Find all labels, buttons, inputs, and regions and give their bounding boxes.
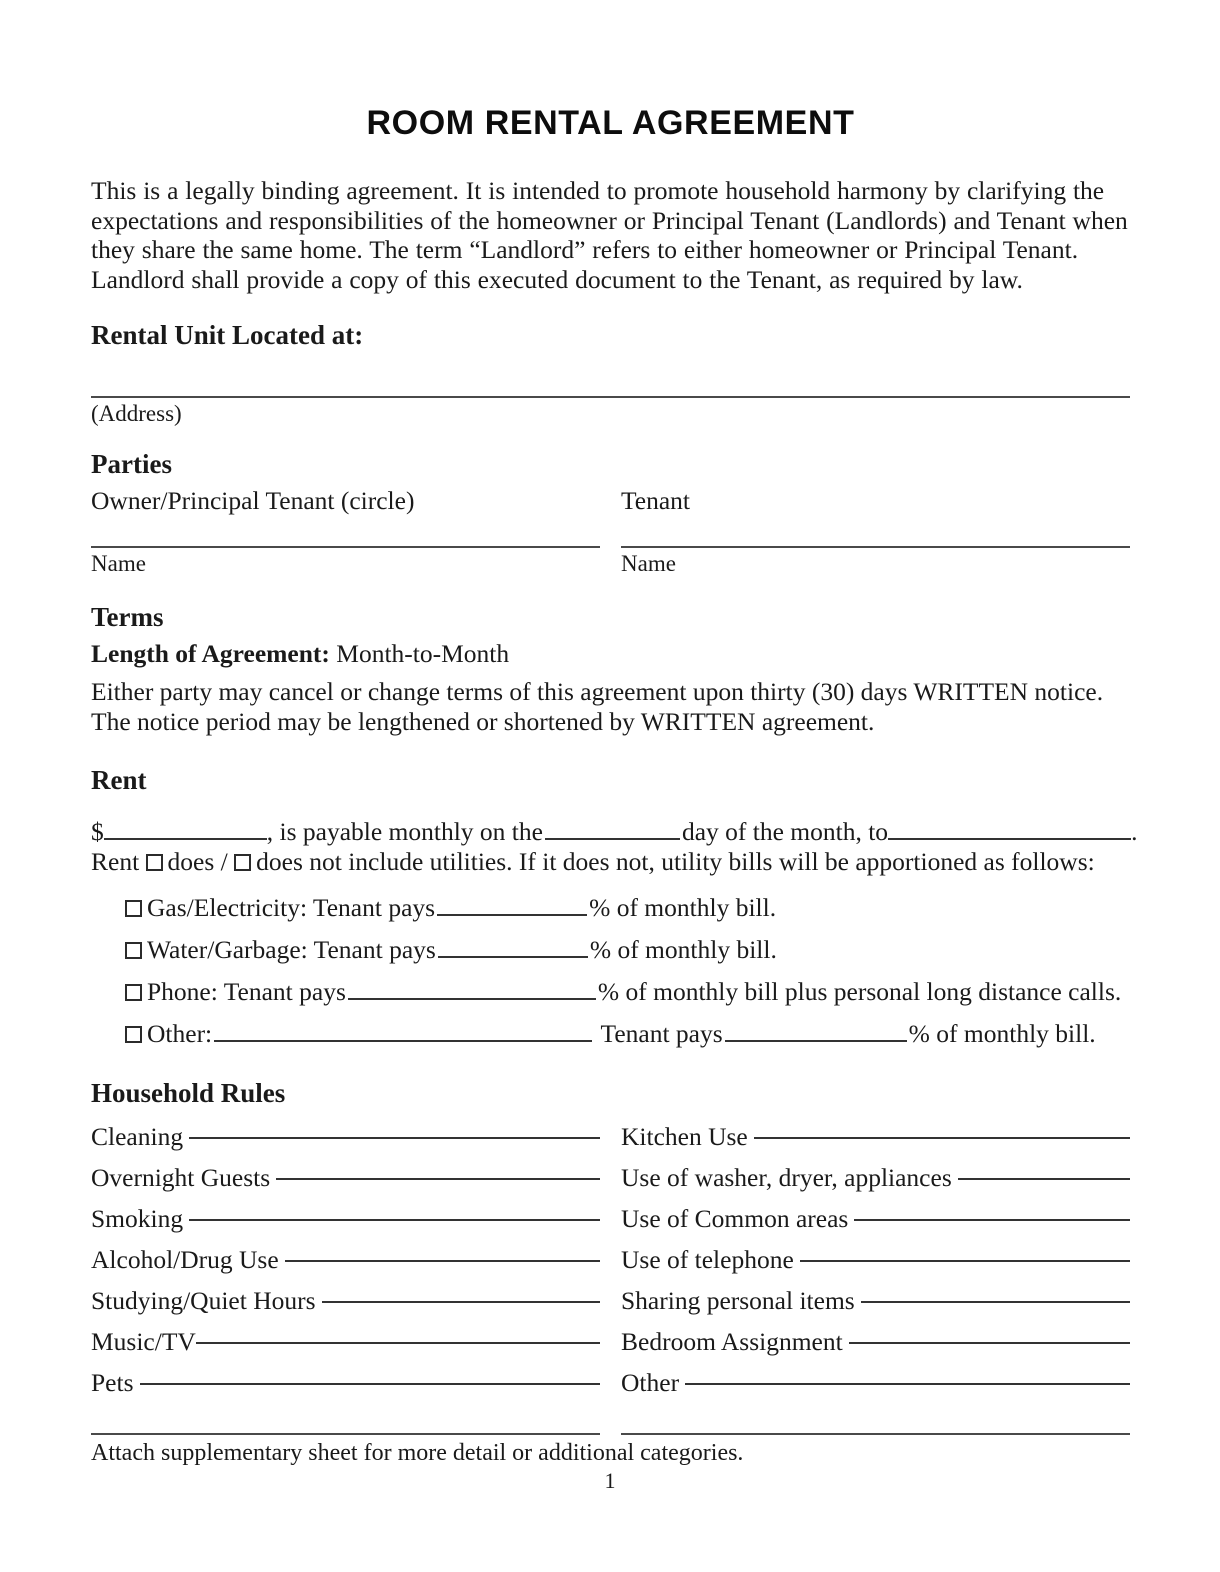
rent-line1-end: .	[1131, 816, 1138, 846]
rule-blank-overnight-guests[interactable]	[276, 1178, 600, 1180]
list-item	[621, 1327, 1130, 1368]
utility-suffix-water-garbage: % of monthly bill.	[589, 934, 777, 964]
rule-label-music-tv: Music/TV	[91, 1327, 196, 1357]
unchecked-checkbox-water-garbage[interactable]	[125, 942, 142, 959]
utility-label-other: Other:	[147, 1018, 213, 1048]
rule-blank-bedroom-assignment[interactable]	[849, 1342, 1130, 1344]
list-item	[621, 1204, 1130, 1245]
owner-name-caption: Name	[91, 551, 146, 577]
length-of-agreement-value: Month-to-Month	[336, 639, 510, 669]
utility-row-water-garbage	[91, 935, 1130, 965]
page-title: ROOM RENTAL AGREEMENT	[366, 104, 855, 142]
rule-label-overnight-guests: Overnight Guests	[91, 1163, 271, 1193]
tenant-name-caption: Name	[621, 551, 676, 577]
terms-body-line-1: Either party may cancel or change terms of this agreement upon thirty (30) days WRITTEN notice.	[91, 677, 1104, 707]
rent-heading: Rent	[91, 765, 147, 796]
rule-blank-other[interactable]	[685, 1383, 1130, 1385]
unchecked-checkbox-other[interactable]	[125, 1026, 142, 1043]
utility-percent-blank-gas-electricity[interactable]	[437, 894, 587, 916]
utility-label-gas-electricity: Gas/Electricity: Tenant pays	[147, 892, 436, 922]
rule-label-common-areas: Use of Common areas	[621, 1204, 849, 1234]
utility-percent-blank-phone[interactable]	[348, 978, 596, 1000]
attach-supplementary-note: Attach supplementary sheet for more detail or additional categories.	[91, 1440, 744, 1467]
household-rules-columns	[91, 1122, 1130, 1409]
owner-label: Owner/Principal Tenant (circle)	[91, 486, 415, 516]
rule-label-kitchen-use: Kitchen Use	[621, 1122, 748, 1152]
parties-labels-row	[91, 486, 1130, 516]
rule-blank-studying-quiet-hours[interactable]	[322, 1301, 600, 1303]
rent-line2-prefix: Rent	[91, 846, 140, 876]
terms-heading: Terms	[91, 602, 164, 633]
length-of-agreement-row	[91, 639, 1130, 669]
extra-blank-line-right[interactable]	[621, 1433, 1130, 1435]
rule-label-sharing-personal-items: Sharing personal items	[621, 1286, 855, 1316]
rule-blank-washer-dryer-appliances[interactable]	[958, 1178, 1130, 1180]
utility-other-suffix: % of monthly bill.	[908, 1018, 1096, 1048]
terms-body-line-2: The notice period may be lengthened or shortened by WRITTEN agreement.	[91, 707, 875, 737]
list-item	[621, 1122, 1130, 1163]
address-caption: (Address)	[91, 400, 182, 426]
utility-label-phone: Phone: Tenant pays	[147, 976, 346, 1006]
utility-suffix-gas-electricity: % of monthly bill.	[589, 892, 777, 922]
unchecked-checkbox-phone[interactable]	[125, 984, 142, 1001]
rule-label-pets: Pets	[91, 1368, 134, 1398]
unchecked-checkbox-gas-electricity[interactable]	[125, 900, 142, 917]
household-rules-left-column	[91, 1122, 600, 1409]
parties-heading: Parties	[91, 448, 172, 479]
tenant-label: Tenant	[621, 486, 691, 516]
household-rules-heading: Household Rules	[91, 1077, 286, 1108]
rule-blank-music-tv[interactable]	[196, 1342, 600, 1344]
rule-blank-kitchen-use[interactable]	[754, 1137, 1130, 1139]
rule-blank-smoking[interactable]	[189, 1219, 600, 1221]
rental-unit-heading: Rental Unit Located at:	[91, 320, 364, 350]
utility-percent-blank-water-garbage[interactable]	[438, 936, 588, 958]
list-item	[621, 1245, 1130, 1286]
rent-line1-mid2: day of the month, to	[681, 816, 889, 846]
rule-label-washer-dryer-appliances: Use of washer, dryer, appliances	[621, 1163, 952, 1193]
utility-row-phone	[91, 977, 1130, 1007]
unchecked-checkbox-does[interactable]	[146, 854, 163, 871]
utility-suffix-phone: % of monthly bill plus personal long distance calls.	[597, 976, 1122, 1006]
list-item	[621, 1286, 1130, 1327]
rule-label-alcohol-drug-use: Alcohol/Drug Use	[91, 1245, 279, 1275]
rule-label-smoking: Smoking	[91, 1204, 184, 1234]
utility-other-percent-blank[interactable]	[725, 1020, 907, 1042]
rent-does-not-label: does not include utilities. If it does not, utility bills will be apportioned as follows:	[256, 846, 1095, 876]
page-number: 1	[604, 1468, 616, 1493]
utility-row-other	[91, 1019, 1130, 1049]
rule-blank-common-areas[interactable]	[854, 1219, 1130, 1221]
list-item	[91, 1368, 600, 1409]
rent-amount-blank[interactable]	[104, 818, 267, 840]
rule-label-studying-quiet-hours: Studying/Quiet Hours	[91, 1286, 316, 1316]
rule-blank-alcohol-drug-use[interactable]	[285, 1260, 600, 1262]
rent-line1-mid: , is payable monthly on the	[266, 816, 543, 846]
utility-other-description-blank[interactable]	[214, 1020, 592, 1042]
rent-dollar-sign: $	[91, 816, 104, 846]
list-item	[91, 1204, 600, 1245]
list-item	[621, 1368, 1130, 1409]
rule-label-other: Other	[621, 1368, 680, 1398]
list-item	[91, 1122, 600, 1163]
unchecked-checkbox-does-not[interactable]	[234, 854, 251, 871]
list-item	[621, 1163, 1130, 1204]
parties-name-captions-row	[91, 548, 1130, 577]
list-item	[91, 1245, 600, 1286]
utility-label-water-garbage: Water/Garbage: Tenant pays	[147, 934, 436, 964]
rule-blank-cleaning[interactable]	[189, 1137, 600, 1139]
list-item	[91, 1163, 600, 1204]
rent-slash: /	[220, 846, 228, 876]
rule-label-bedroom-assignment: Bedroom Assignment	[621, 1327, 843, 1357]
rule-label-telephone: Use of telephone	[621, 1245, 794, 1275]
rent-does-label: does	[167, 846, 215, 876]
list-item	[91, 1286, 600, 1327]
household-rules-right-column	[621, 1122, 1130, 1409]
intro-paragraph: This is a legally binding agreement. It is intended to promote household harmony by clarifying the expectations and responsibilities of the homeowner or Principal Tenant (Landlords) and Tenant when they share the same home. The term “Landlord” refers to either homeowner or Principal Tenant. Landlord shall provide a copy of this executed document to the Tenant, as required by law.	[91, 176, 1128, 294]
rent-payee-blank[interactable]	[888, 818, 1131, 840]
length-of-agreement-label: Length of Agreement:	[91, 639, 330, 669]
rule-blank-pets[interactable]	[140, 1383, 600, 1385]
extra-blank-line-left[interactable]	[91, 1433, 600, 1435]
rent-utilities-line	[91, 847, 1130, 877]
document-content	[91, 0, 1138, 1467]
rent-amount-line	[91, 816, 1138, 847]
list-item	[91, 1327, 600, 1368]
rule-blank-telephone[interactable]	[800, 1260, 1130, 1262]
rule-blank-sharing-personal-items[interactable]	[861, 1301, 1130, 1303]
rent-day-blank[interactable]	[545, 818, 680, 840]
utility-other-mid: Tenant pays	[600, 1018, 723, 1048]
rule-label-cleaning: Cleaning	[91, 1122, 184, 1152]
utility-row-gas-electricity	[91, 893, 1130, 923]
